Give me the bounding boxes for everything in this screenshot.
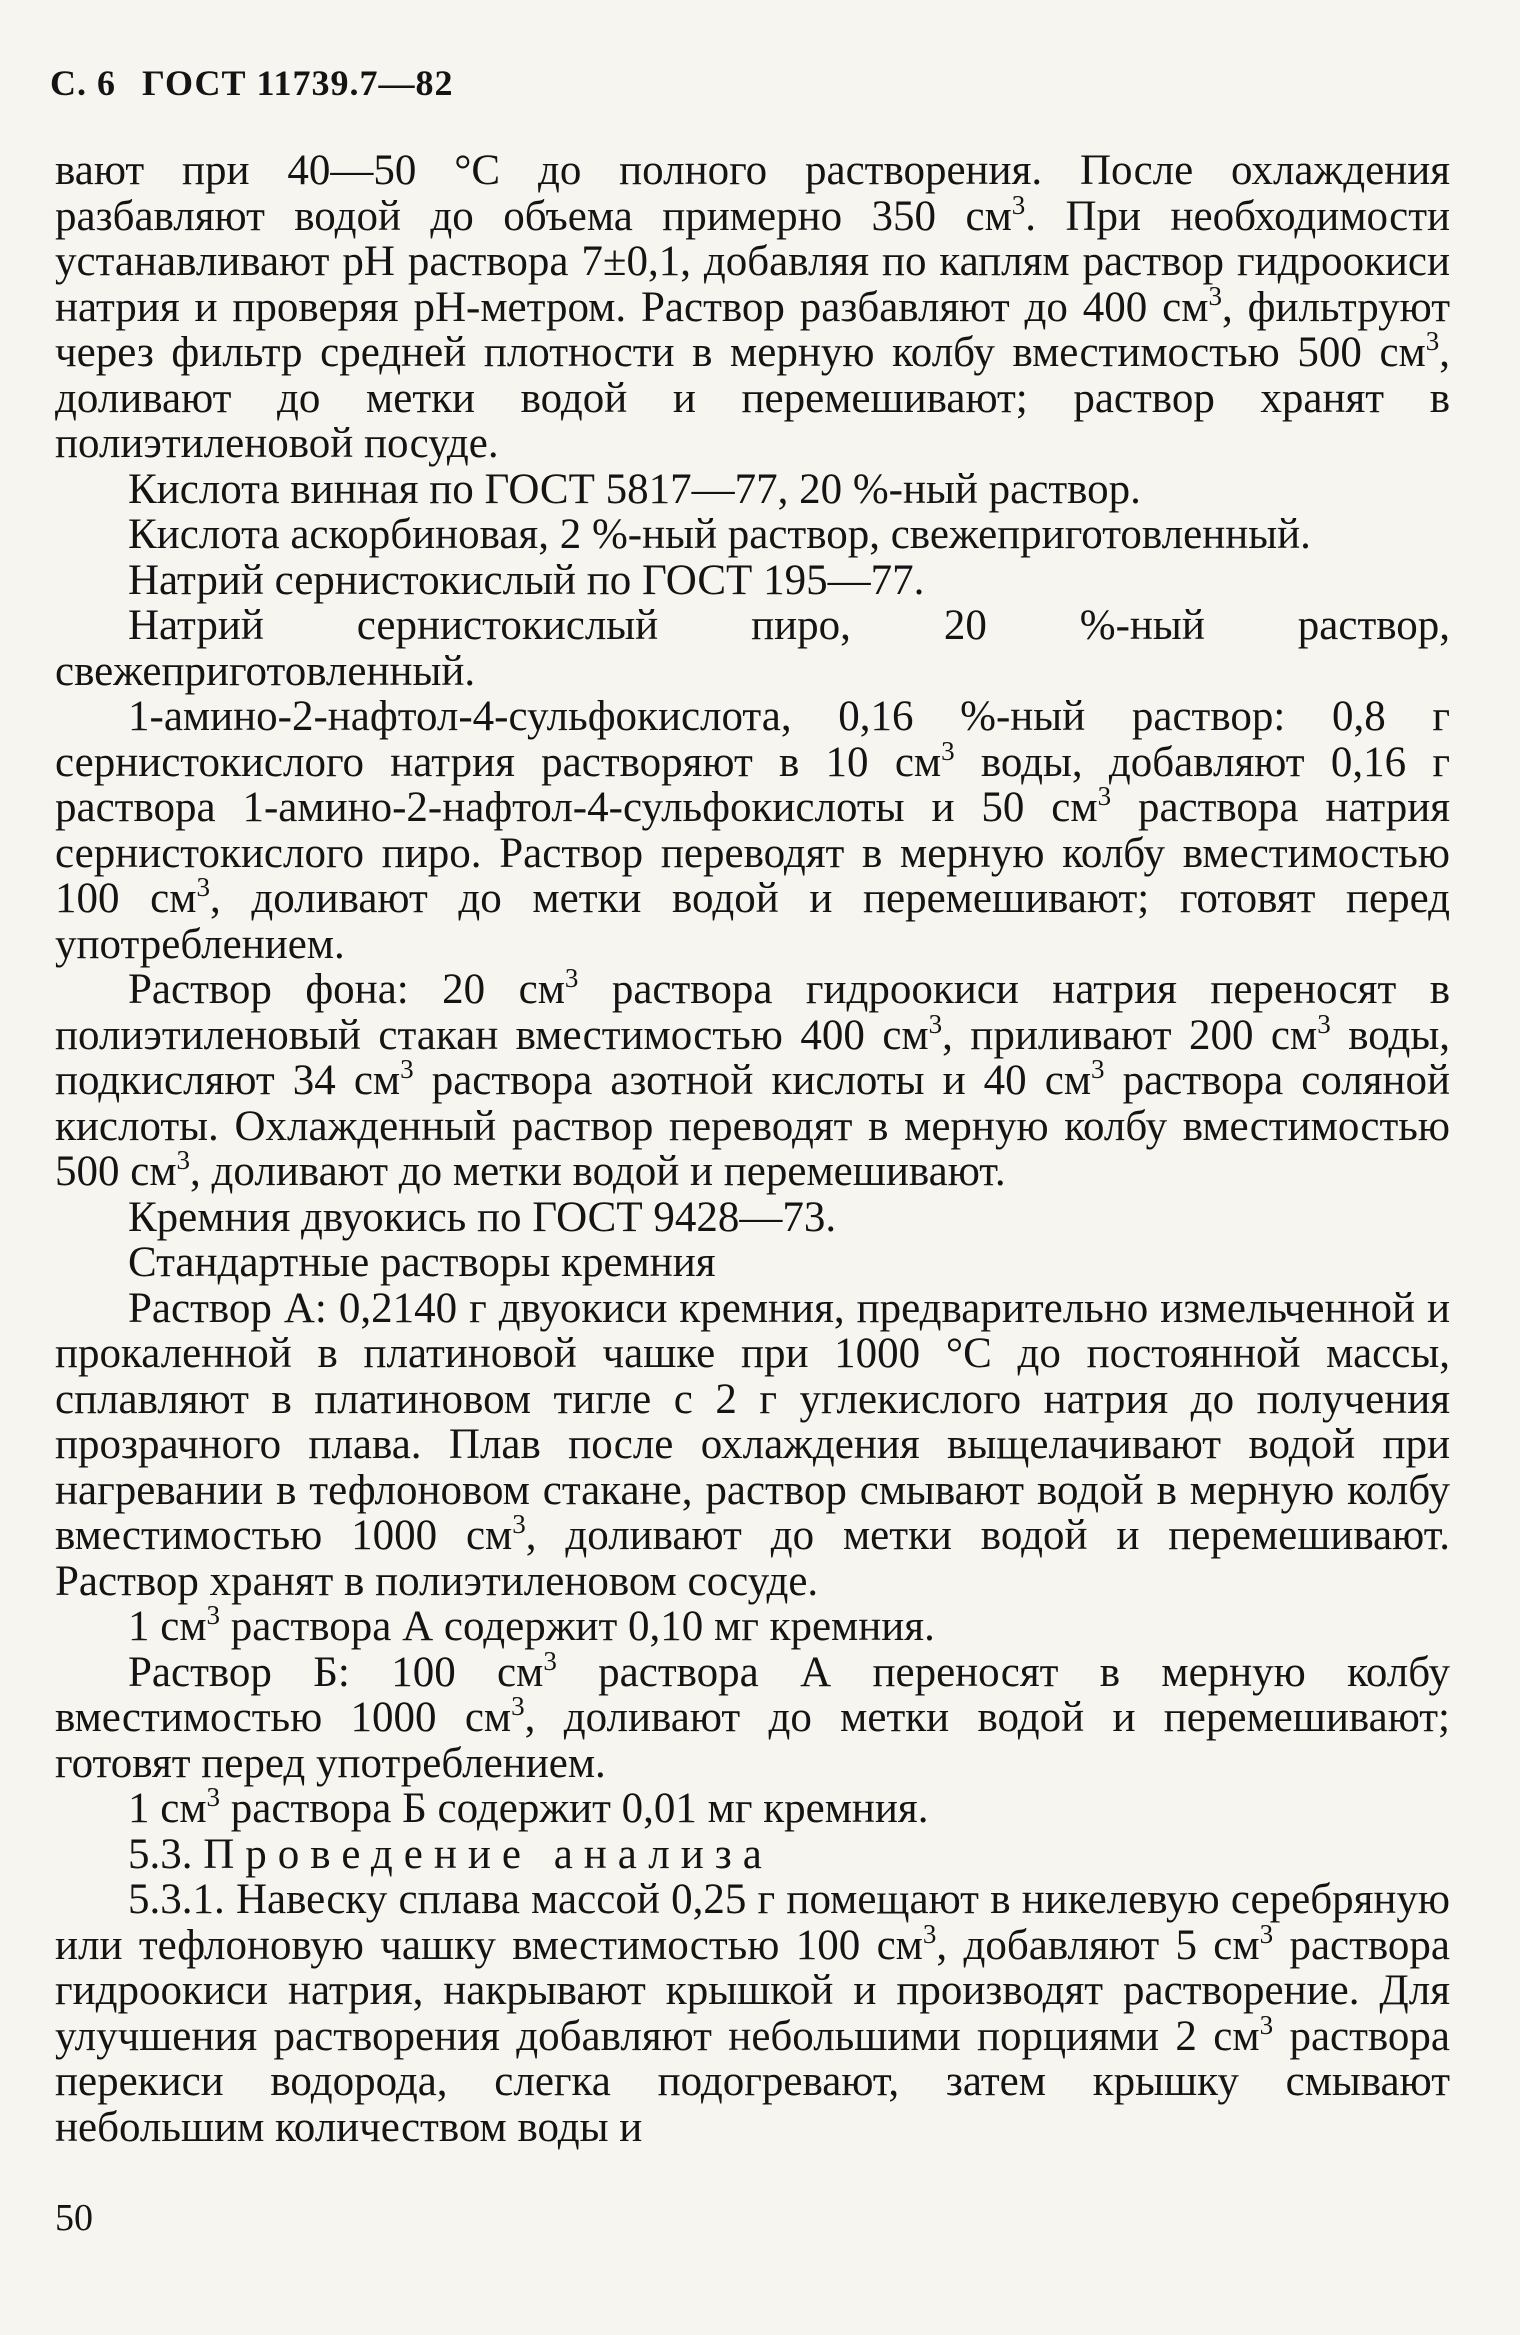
document-body — [55, 148, 1450, 2150]
paragraph-background-solution: Раствор фона: 20 $см^3$ раствора гидроокиси натрия переносят в полиэтиленовый стакан вместимостью 400 $см^3$, приливают 200 $см^3$ воды, подкисляют 34 $см^3$ раствора азотной кислоты и 40 $см^3$ раствора соляной кислоты. Охлажденный раствор переводят в мерную колбу вместимостью 500 $см^3$, доливают до метки водой и перемешивают. — [55, 963, 1450, 1195]
paragraph-ascorbic-acid: Кислота аскорбиновая, 2 %-ный раствор, свежеприготовленный. — [128, 511, 1311, 558]
page-number: 50 — [55, 2197, 93, 2239]
paragraph-sodium-sulfite: Натрий сернистокислый по ГОСТ 195—77. — [128, 556, 925, 604]
paragraph-solution-a-content: 1 $см^3$ раствора А содержит 0,10 мг кремния. — [128, 1600, 935, 1650]
paragraph-amino-naphthol: 1-амино-2-нафтол-4-сульфокислота, 0,16 %-ный раствор: 0,8 г сернистокислого натрия растворяют в 10 $см^3$ воды, добавляют 0,16 г раствора 1-амино-2-нафтол-4-сульфокислоты и 50 $см^3$ раствора натрия сернистокислого пиро. Раствор переводят в мерную колбу вместимостью 100 $см^3$, доливают до метки водой и перемешивают; готовят перед употреблением. — [55, 693, 1451, 968]
header-standard-number: ГОСТ 11739.7—82 — [142, 63, 454, 103]
paragraph-solution-a: Раствор А: 0,2140 г двуокиси кремния, предварительно измельченной и прокаленной в платиновой чашке при 1000 °С до постоянной массы, сплавляют в платиновом тигле с 2 г углекислого натрия до получения прозрачного плава. Плав после охлаждения выщелачивают водой при нагревании в тефлоновом стакане, раствор смывают водой в мерную колбу вместимостью 1000 $см^3$, доливают до метки водой и перемешивают. Раствор хранят в полиэтиленовом сосуде. — [55, 1284, 1451, 1605]
page-header — [50, 62, 453, 104]
paragraph-tartaric-acid: Кислота винная по ГОСТ 5817—77, 20 %-ный раствор. — [128, 465, 1141, 513]
paragraph-solution-b: Раствор Б: 100 $см^3$ раствора А переносят в мерную колбу вместимостью 1000 $см^3$, доливают до метки водой и перемешивают; готовят перед употреблением. — [55, 1645, 1451, 1787]
paragraph-5-3-1: 5.3.1. Навеску сплава массой 0,25 г помещают в никелевую серебряную или тефлоновую чашку вместимостью 100 $см^3$, добавляют 5 $см^3$ раствора гидроокиси натрия, накрывают крышкой и производят растворение. Для улучшения растворения добавляют небольшими порциями 2 $см^3$ раствора перекиси водорода, слегка подогревают, затем крышку смывают небольшим количеством воды и — [55, 1876, 1451, 2151]
section-heading-analysis: 5.3. Проведение анализа — [128, 1830, 773, 1878]
paragraph-sodium-pyrosulfite: Натрий сернистокислый пиро, 20 %-ный раствор, свежеприготовленный. — [55, 602, 1450, 695]
paragraph-solution-b-content: 1 $см^3$ раствора Б содержит 0,01 мг кремния. — [128, 1782, 929, 1832]
paragraph-silicon-dioxide: Кремния двуокись по ГОСТ 9428—73. — [128, 1193, 837, 1241]
paragraph-continuation: вают при 40—50 °С до полного растворения. После охлаждения разбавляют водой до объема примерно 350 $см^3$. При необходимости устанавливают рН раствора 7±0,1, добавляя по каплям раствор гидроокиси натрия и проверяя рН-метром. Раствор разбавляют до 400 $см^3$, фильтруют через фильтр средней плотности в мерную колбу вместимостью 500 $см^3$, доливают до метки водой и перемешивают; раствор хранят в полиэтиленовой посуде. — [55, 147, 1450, 467]
header-page-label: С. 6 — [50, 63, 116, 103]
paragraph-standard-solutions: Стандартные растворы кремния — [128, 1239, 716, 1286]
